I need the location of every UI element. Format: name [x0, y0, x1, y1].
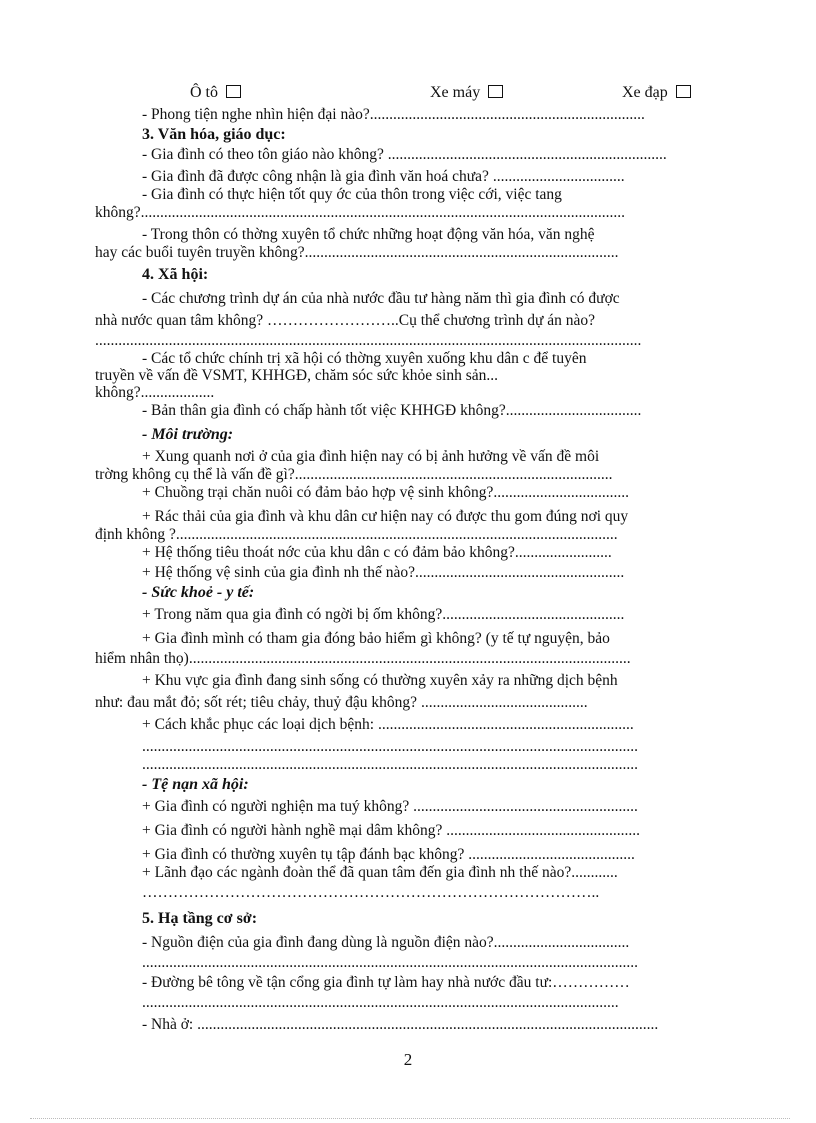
section-heading: 5. Hạ tầng cơ sở:: [142, 910, 258, 927]
motorbike-label: Xe máy: [430, 84, 481, 101]
question-line: hiểm nhân thọ)..................................................................................................................: [95, 650, 631, 667]
question-line: + Gia đình có người nghiện ma tuý không? ..........................................................: [142, 798, 638, 815]
question-line: nhà nước quan tâm không? ……………………..Cụ thể chương trình dự án nào?: [95, 312, 596, 329]
question-line: + Chuồng trại chăn nuôi có đảm bảo hợp vệ sinh không?...................................: [142, 484, 630, 501]
subsection-heading: - Tệ nạn xã hội:: [142, 776, 249, 793]
question-line: - Bản thân gia đình có chấp hành tốt việc KHHGĐ không?...................................: [142, 402, 642, 419]
question-line: hay các buổi tuyên truyền không?.................................................................................: [95, 244, 619, 261]
question-line: + Gia đình có thường xuyên tụ tập đánh bạc không? ...........................................: [142, 846, 635, 863]
question-line: không?...................: [95, 384, 215, 401]
option-car[interactable]: [190, 84, 241, 102]
question-line: - Phong tiện nghe nhìn hiện đại nào?.......................................................................: [142, 106, 645, 123]
question-line: + Lãnh đạo các ngành đoàn thể đã quan tâm đến gia đình nh thế nào?............: [142, 864, 618, 881]
answer-line: ................................................................................................................................: [142, 738, 638, 755]
answer-line: .............................................................................................................................................: [95, 332, 642, 349]
question-line: + Hệ thống tiêu thoát nớc của khu dân c có đảm bảo không?.........................: [142, 544, 612, 561]
car-label: Ô tô: [190, 84, 218, 101]
checkbox-icon[interactable]: [226, 85, 241, 98]
question-line: - Gia đình có thực hiện tốt quy ớc của thôn trong việc cới, việc tang: [142, 186, 562, 203]
question-line: + Gia đình mình có tham gia đóng bảo hiểm gì không? (y tế tự nguyện, bảo: [142, 630, 610, 647]
answer-line: ...........................................................................................................................: [142, 994, 619, 1011]
question-line: + Gia đình có người hành nghề mại dâm không? ..................................................: [142, 822, 641, 839]
subsection-heading: - Sức khoẻ - y tế:: [142, 584, 255, 601]
question-line: - Gia đình có theo tôn giáo nào không? ........................................................................: [142, 146, 667, 163]
question-line: truyền về vấn đề VSMT, KHHGĐ, chăm sóc sức khỏe sinh sản...: [95, 367, 499, 384]
section-heading: 4. Xã hội:: [142, 266, 209, 283]
question-line: + Rác thải của gia đình và khu dân cư hiện nay có được thu gom đúng nơi quy: [142, 508, 629, 525]
question-line: không?.............................................................................................................................: [95, 204, 626, 221]
checkbox-icon[interactable]: [488, 85, 503, 98]
answer-line: ................................................................................................................................: [142, 954, 638, 971]
question-line: như: đau mắt đỏ; sốt rét; tiêu chảy, thuỷ đậu không? ...........................................: [95, 694, 588, 711]
option-bicycle[interactable]: [622, 84, 691, 102]
question-line: - Nhà ở: .......................................................................................................................: [142, 1016, 659, 1033]
transport-options: [190, 84, 720, 104]
subsection-heading: - Môi trường:: [142, 426, 234, 443]
question-line: - Đường bê tông về tận cổng gia đình tự làm hay nhà nước đầu tư:……………: [142, 974, 630, 991]
question-line: - Các chương trình dự án của nhà nước đầu tư hàng năm thì gia đình có được: [142, 290, 620, 307]
answer-line: ................................................................................................................................: [142, 756, 638, 773]
checkbox-icon[interactable]: [676, 85, 691, 98]
question-line: - Nguồn điện của gia đình đang dùng là nguồn điện nào?...................................: [142, 934, 630, 951]
question-line: - Gia đình đã được công nhận là gia đình văn hoá chưa? ..................................: [142, 168, 625, 185]
question-line: + Hệ thống vệ sinh của gia đình nh thế nào?......................................................: [142, 564, 625, 581]
question-line: + Cách khắc phục các loại dịch bệnh: ..................................................................: [142, 716, 634, 733]
question-line: + Trong năm qua gia đình có ngời bị ốm không?...............................................: [142, 606, 625, 623]
page-number: 2: [403, 1050, 413, 1069]
question-line: - Trong thôn có thờng xuyên tổ chức những hoạt động văn hóa, văn nghệ: [142, 226, 595, 243]
question-line: trờng không cụ thể là vấn đề gì?..................................................................................: [95, 466, 613, 483]
option-motorbike[interactable]: [430, 84, 503, 102]
question-line: + Khu vực gia đình đang sinh sống có thường xuyên xảy ra những dịch bệnh: [142, 672, 618, 689]
page-border: [30, 1118, 790, 1119]
bicycle-label: Xe đạp: [622, 84, 668, 101]
question-line: - Các tổ chức chính trị xã hội có thờng xuyên xuống khu dân c để tuyên: [142, 350, 587, 367]
question-line: + Xung quanh nơi ở của gia đình hiện nay có bị ảnh hưởng về vấn đề môi: [142, 448, 600, 465]
answer-line: ……………………………………………………………………………..: [142, 884, 600, 901]
section-heading: 3. Văn hóa, giáo dục:: [142, 126, 286, 143]
question-line: định không ?..................................................................................................................: [95, 526, 618, 543]
